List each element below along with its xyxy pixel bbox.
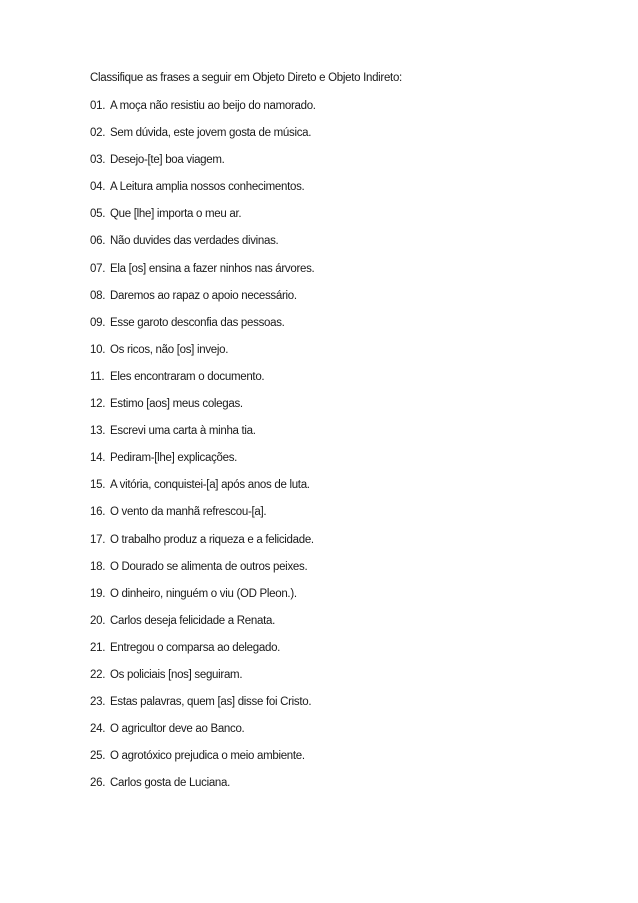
- sentence-item: [90, 180, 316, 207]
- sentence-list: [90, 99, 316, 803]
- sentence-number: 13.: [90, 425, 106, 438]
- sentence-number: 18.: [90, 560, 106, 573]
- sentence-number: 22.: [90, 668, 106, 681]
- sentence-number: 24.: [90, 723, 106, 736]
- sentence-item: [90, 776, 316, 803]
- sentence-number: 11.: [90, 370, 105, 383]
- sentence-item: [90, 614, 316, 641]
- sentence-item: [90, 695, 316, 722]
- sentence-number: 16.: [90, 506, 106, 519]
- sentence-number: 03.: [90, 154, 106, 167]
- sentence-text: Sem dúvida, este jovem gosta de música.: [110, 127, 312, 140]
- sentence-text: A Leitura amplia nossos conhecimentos.: [110, 181, 305, 194]
- sentence-number: 12.: [90, 398, 106, 411]
- sentence-text: Estas palavras, quem [as] disse foi Cristo.: [110, 696, 312, 709]
- sentence-number: 04.: [90, 181, 106, 194]
- sentence-text: Que [lhe] importa o meu ar.: [110, 208, 242, 221]
- sentence-item: [90, 397, 316, 424]
- sentence-item: [90, 749, 316, 776]
- sentence-text: O vento da manhã refrescou-[a].: [110, 506, 267, 519]
- sentence-text: Entregou o comparsa ao delegado.: [110, 641, 281, 654]
- sentence-item: [90, 370, 316, 397]
- sentence-text: O Dourado se alimenta de outros peixes.: [110, 560, 308, 573]
- sentence-number: 07.: [90, 262, 106, 275]
- sentence-item: [90, 343, 316, 370]
- sentence-item: [90, 451, 316, 478]
- sentence-item: [90, 533, 316, 560]
- sentence-text: O dinheiro, ninguém o viu (OD Pleon.).: [110, 587, 297, 600]
- sentence-number: 15.: [90, 479, 106, 492]
- sentence-number: 25.: [90, 750, 106, 763]
- sentence-text: A vitória, conquistei-[a] após anos de luta.: [110, 479, 310, 492]
- sentence-text: Os ricos, não [os] invejo.: [110, 343, 229, 356]
- sentence-text: O agrotóxico prejudica o meio ambiente.: [110, 750, 305, 763]
- sentence-number: 19.: [90, 587, 106, 600]
- sentence-number: 08.: [90, 289, 106, 302]
- sentence-number: 09.: [90, 316, 106, 329]
- sentence-text: Estimo [aos] meus colegas.: [110, 398, 243, 411]
- sentence-number: 06.: [90, 235, 106, 248]
- sentence-text: Carlos deseja felicidade a Renata.: [110, 614, 275, 627]
- sentence-text: Não duvides das verdades divinas.: [110, 235, 279, 248]
- sentence-item: [90, 153, 316, 180]
- sentence-item: [90, 262, 316, 289]
- sentence-item: [90, 316, 316, 343]
- sentence-number: 21.: [90, 641, 106, 654]
- sentence-number: 23.: [90, 696, 106, 709]
- sentence-item: [90, 587, 316, 614]
- exercise-heading: Classifique as frases a seguir em Objeto Direto e Objeto Indireto:: [90, 72, 402, 84]
- sentence-number: 10.: [90, 343, 106, 356]
- sentence-number: 17.: [90, 533, 106, 546]
- sentence-text: Daremos ao rapaz o apoio necessário.: [110, 289, 297, 302]
- sentence-text: A moça não resistiu ao beijo do namorado.: [110, 100, 316, 112]
- sentence-item: [90, 424, 316, 451]
- sentence-number: 02.: [90, 127, 106, 140]
- sentence-number: 26.: [90, 777, 106, 790]
- sentence-text: Escrevi uma carta à minha tia.: [110, 425, 256, 438]
- sentence-number: 20.: [90, 614, 106, 627]
- sentence-item: [90, 505, 316, 532]
- sentence-number: 05.: [90, 208, 106, 221]
- sentence-item: [90, 126, 316, 153]
- sentence-number: 01.: [90, 100, 106, 112]
- sentence-text: Ela [os] ensina a fazer ninhos nas árvores.: [110, 262, 315, 275]
- sentence-item: [90, 641, 316, 668]
- sentence-text: Carlos gosta de Luciana.: [110, 777, 231, 790]
- sentence-item: [90, 560, 316, 587]
- sentence-item: [90, 668, 316, 695]
- sentence-text: O trabalho produz a riqueza e a felicidade.: [110, 533, 314, 546]
- sentence-item: [90, 722, 316, 749]
- sentence-item: [90, 99, 316, 126]
- sentence-item: [90, 207, 316, 234]
- sentence-text: Pediram-[lhe] explicações.: [110, 452, 238, 465]
- sentence-item: [90, 234, 316, 261]
- sentence-item: [90, 478, 316, 505]
- sentence-item: [90, 289, 316, 316]
- sentence-text: O agricultor deve ao Banco.: [110, 723, 245, 736]
- sentence-number: 14.: [90, 452, 106, 465]
- sentence-text: Desejo-[te] boa viagem.: [110, 154, 225, 167]
- sentence-text: Os policiais [nos] seguiram.: [110, 668, 243, 681]
- sentence-text: Eles encontraram o documento.: [110, 370, 265, 383]
- sentence-text: Esse garoto desconfia das pessoas.: [110, 316, 285, 329]
